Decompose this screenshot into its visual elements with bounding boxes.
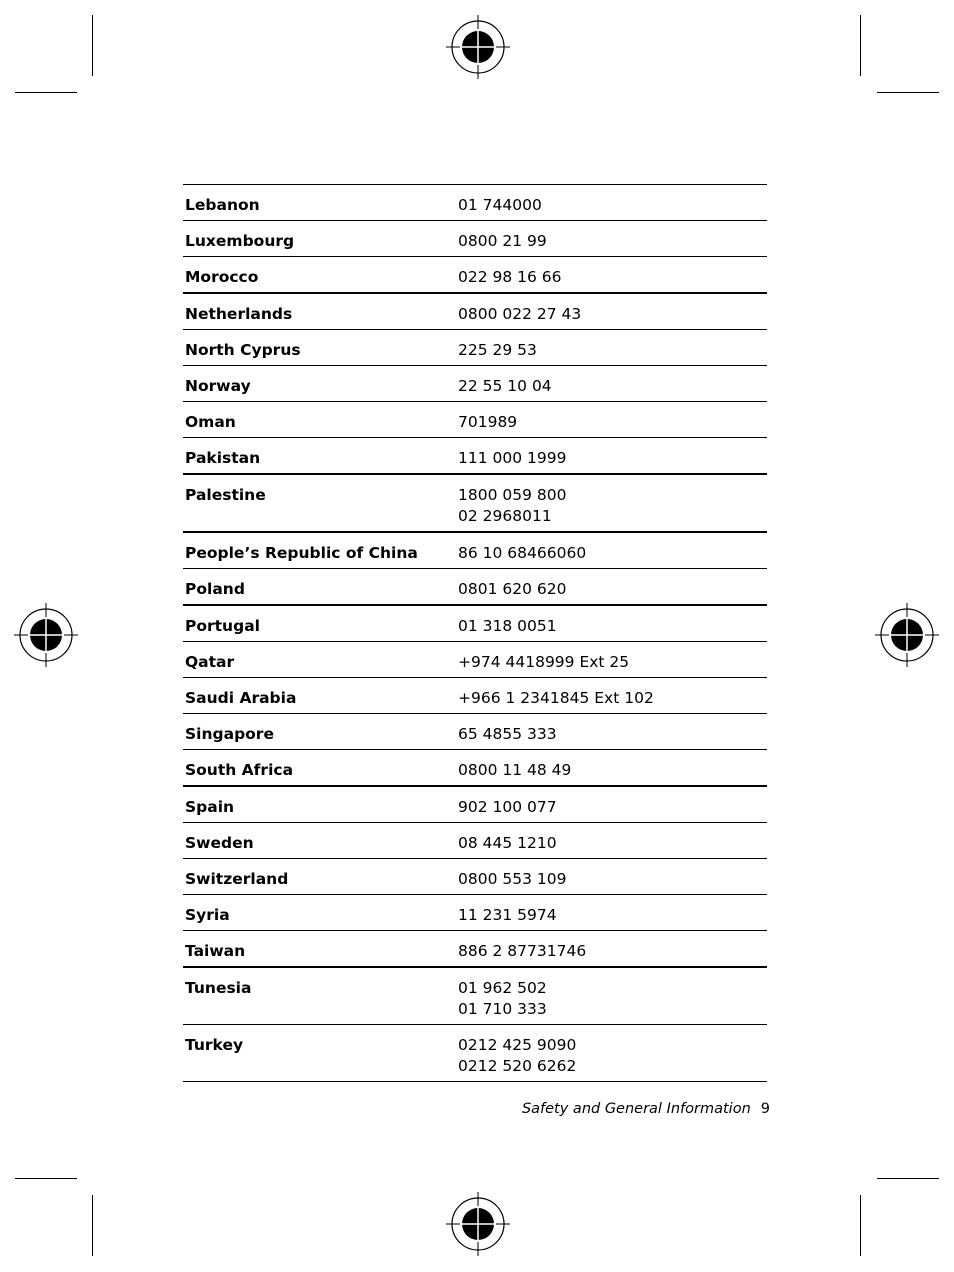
crop-mark — [860, 15, 861, 76]
table-row — [183, 895, 767, 931]
phone-number: 02 2968011 — [458, 507, 552, 525]
country-name: Portugal — [185, 617, 260, 635]
contact-number-table — [183, 184, 767, 1082]
country-name: People’s Republic of China — [185, 544, 418, 562]
table-row — [183, 569, 767, 606]
phone-numbers — [458, 760, 767, 781]
table-row — [183, 1025, 767, 1082]
phone-numbers — [458, 340, 767, 361]
country-name: Saudi Arabia — [185, 689, 297, 707]
phone-numbers — [458, 195, 767, 216]
phone-number: 0212 520 6262 — [458, 1057, 577, 1075]
phone-number: 01 744000 — [458, 196, 542, 214]
phone-number: +966 1 2341845 Ext 102 — [458, 689, 654, 707]
registration-mark-icon — [14, 603, 78, 667]
table-row — [183, 714, 767, 750]
table-row — [183, 968, 767, 1025]
crop-mark — [877, 1178, 939, 1179]
phone-number: 01 318 0051 — [458, 617, 557, 635]
table-row — [183, 294, 767, 330]
country-name: Morocco — [185, 268, 259, 286]
country-name: Qatar — [185, 653, 235, 671]
country-name: Lebanon — [185, 196, 260, 214]
country-name: Taiwan — [185, 942, 246, 960]
crop-mark — [92, 15, 93, 76]
phone-numbers — [458, 304, 767, 325]
table-row — [183, 859, 767, 895]
phone-numbers — [458, 579, 767, 600]
phone-numbers — [458, 941, 767, 962]
phone-number: 0800 11 48 49 — [458, 761, 572, 779]
phone-numbers — [458, 412, 767, 433]
phone-number: 701989 — [458, 413, 518, 431]
crop-mark — [15, 92, 77, 93]
phone-number: 65 4855 333 — [458, 725, 557, 743]
phone-number: 225 29 53 — [458, 341, 537, 359]
table-row — [183, 931, 767, 968]
phone-numbers — [458, 231, 767, 252]
crop-mark — [860, 1195, 861, 1256]
phone-number: 111 000 1999 — [458, 449, 567, 467]
phone-number: 0801 620 620 — [458, 580, 567, 598]
phone-numbers — [458, 267, 767, 288]
country-name: Norway — [185, 377, 251, 395]
phone-numbers — [458, 485, 767, 527]
table-row — [183, 823, 767, 859]
country-name: Netherlands — [185, 305, 293, 323]
table-row — [183, 642, 767, 678]
country-name: Syria — [185, 906, 230, 924]
country-name: Tunesia — [185, 979, 252, 997]
country-name: Sweden — [185, 834, 254, 852]
crop-mark — [877, 92, 939, 93]
phone-numbers — [458, 833, 767, 854]
phone-number: 22 55 10 04 — [458, 377, 552, 395]
page-footer — [522, 1101, 770, 1117]
table-row — [183, 533, 767, 569]
registration-mark-icon — [446, 15, 510, 79]
phone-numbers — [458, 616, 767, 637]
phone-number: 0800 553 109 — [458, 870, 567, 888]
country-name: Oman — [185, 413, 236, 431]
phone-numbers — [458, 543, 767, 564]
country-name: Poland — [185, 580, 245, 598]
country-name: Switzerland — [185, 870, 289, 888]
country-name: North Cyprus — [185, 341, 301, 359]
phone-numbers — [458, 448, 767, 469]
country-name: Singapore — [185, 725, 274, 743]
country-name: Luxembourg — [185, 232, 295, 250]
crop-mark — [15, 1178, 77, 1179]
table-row — [183, 750, 767, 787]
phone-numbers — [458, 1035, 767, 1077]
table-row — [183, 185, 767, 221]
table-row — [183, 221, 767, 257]
phone-number: 902 100 077 — [458, 798, 557, 816]
phone-numbers — [458, 869, 767, 890]
phone-number: 08 445 1210 — [458, 834, 557, 852]
table-row — [183, 787, 767, 823]
crop-mark — [92, 1195, 93, 1256]
footer-section-title: Safety and General Information — [521, 1101, 751, 1117]
page-number: 9 — [760, 1101, 770, 1117]
country-name: Palestine — [185, 486, 266, 504]
table-row — [183, 330, 767, 366]
table-row — [183, 475, 767, 533]
phone-number: 01 710 333 — [458, 1000, 547, 1018]
table-row — [183, 366, 767, 402]
registration-mark-icon — [875, 603, 939, 667]
country-name: South Africa — [185, 761, 294, 779]
phone-numbers — [458, 797, 767, 818]
phone-numbers — [458, 978, 767, 1020]
table-row — [183, 678, 767, 714]
phone-numbers — [458, 652, 767, 673]
phone-number: 01 962 502 — [458, 979, 547, 997]
phone-number: 86 10 68466060 — [458, 544, 587, 562]
table-row — [183, 402, 767, 438]
country-name: Turkey — [185, 1036, 244, 1054]
table-row — [183, 257, 767, 294]
phone-number: 0800 022 27 43 — [458, 305, 582, 323]
phone-number: 11 231 5974 — [458, 906, 557, 924]
table-row — [183, 438, 767, 475]
phone-number: 0800 21 99 — [458, 232, 547, 250]
registration-mark-icon — [446, 1192, 510, 1256]
phone-number: 022 98 16 66 — [458, 268, 562, 286]
phone-numbers — [458, 376, 767, 397]
phone-number: 0212 425 9090 — [458, 1036, 577, 1054]
phone-number: 1800 059 800 — [458, 486, 567, 504]
country-name: Pakistan — [185, 449, 261, 467]
country-name: Spain — [185, 798, 235, 816]
table-row — [183, 606, 767, 642]
phone-numbers — [458, 905, 767, 926]
phone-number: +974 4418999 Ext 25 — [458, 653, 630, 671]
phone-number: 886 2 87731746 — [458, 942, 587, 960]
phone-numbers — [458, 724, 767, 745]
phone-numbers — [458, 688, 767, 709]
